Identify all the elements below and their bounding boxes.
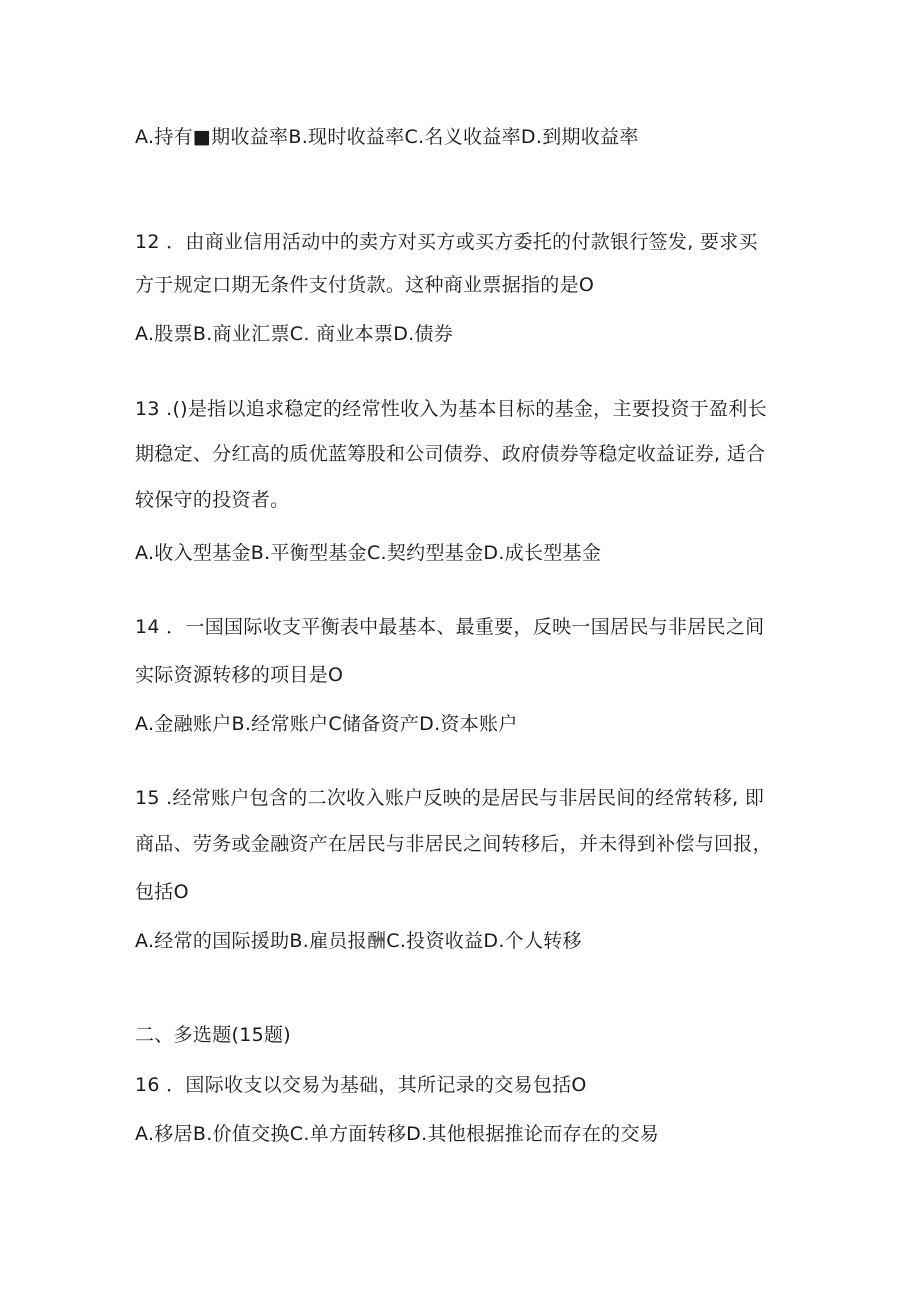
q13-text-line-2: 期稳定、分红高的质优蓝筹股和公司债券、政府债券等稳定收益证券, 适合 <box>135 443 766 465</box>
q15-text-line-3: 包括O <box>135 881 189 903</box>
q13-text-line-3: 较保守的投资者。 <box>135 489 290 511</box>
q14-text-line-2: 实际资源转移的项目是O <box>135 664 344 686</box>
section-heading-multiple-choice: 二、多选题(15题) <box>135 1024 292 1046</box>
q11-options: A.持有■期收益率B.现时收益率C.名义收益率D.到期收益率 <box>135 126 639 148</box>
q15-options: A.经常的国际援助B.雇员报酬C.投资收益D.个人转移 <box>135 930 582 952</box>
q12-text-line-2: 方于规定口期无条件支付货款。这种商业票据指的是O <box>135 274 595 296</box>
q13-options: A.收入型基金B.平衡型基金C.契约型基金D.成长型基金 <box>135 542 602 564</box>
q15-text-line-1: 15 .经常账户包含的二次收入账户反映的是居民与非居民间的经常转移, 即 <box>135 787 765 809</box>
q14-options: A.金融账户B.经常账户C储备资产D.资本账户 <box>135 713 518 735</box>
q15-text-line-2: 商品、劳务或金融资产在居民与非居民之间转移后，并未得到补偿与回报， <box>135 833 772 855</box>
q13-text-line-1: 13 .()是指以追求稳定的经常性收入为基本目标的基金，主要投资于盈利长 <box>135 398 767 420</box>
q16-options: A.移居B.价值交换C.单方面转移D.其他根据推论而存在的交易 <box>135 1123 660 1145</box>
q12-options: A.股票B.商业汇票C. 商业本票D.债券 <box>135 323 454 345</box>
q14-text-line-1: 14 ．一国国际收支平衡表中最基本、最重要，反映一国居民与非居民之间 <box>135 616 765 638</box>
q16-text: 16 ．国际收支以交易为基础，其所记录的交易包括O <box>135 1074 587 1096</box>
q12-text-line-1: 12 ．由商业信用活动中的卖方对买方或买方委托的付款银行签发, 要求买 <box>135 231 758 253</box>
